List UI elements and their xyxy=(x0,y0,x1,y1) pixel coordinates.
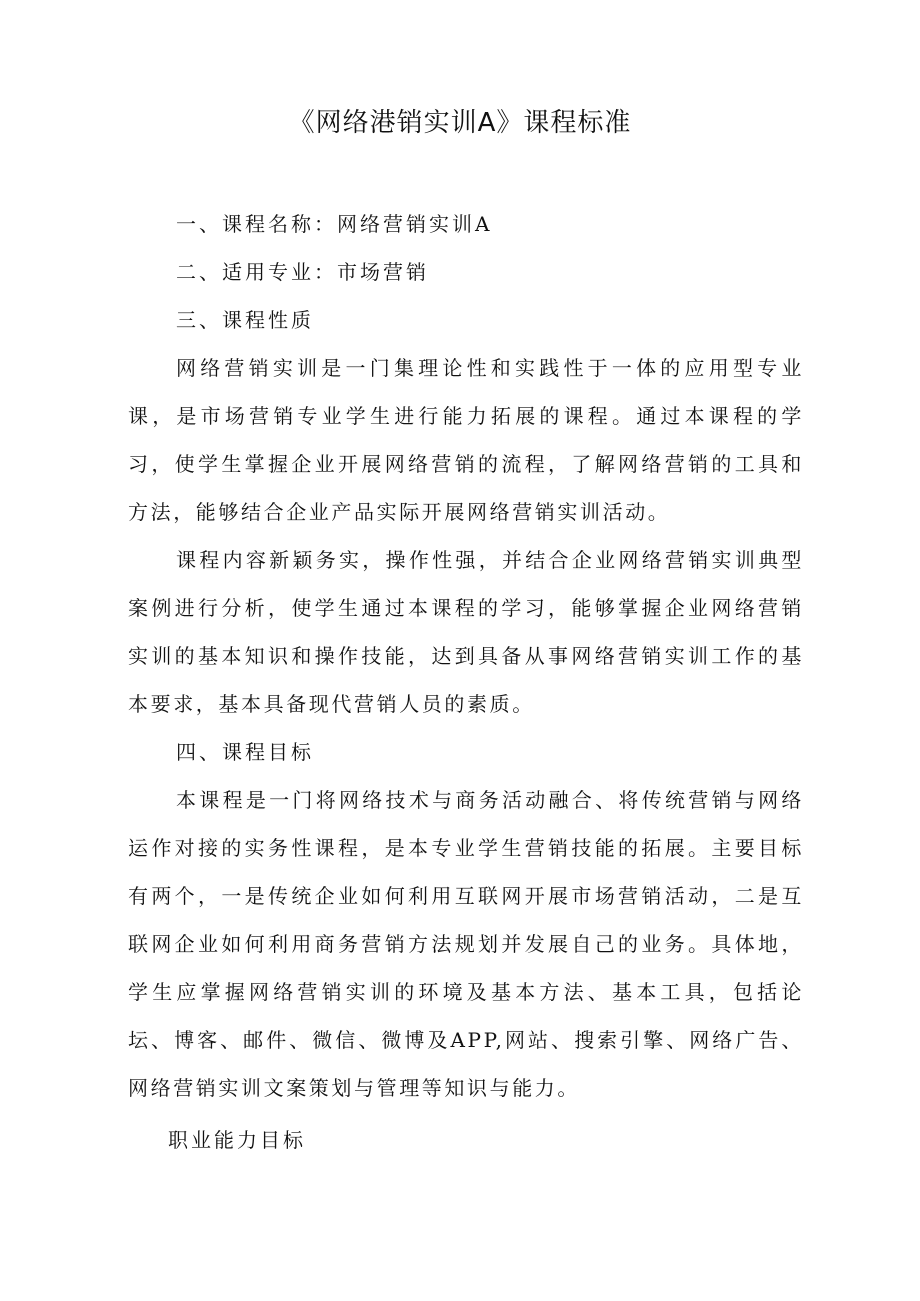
course-nature-heading: 三、课程性质 xyxy=(176,308,314,332)
course-nature-paragraph-1: 网络营销实训是一门集理论性和实践性于一体的应用型专业课，是市场营销专业学生进行能力拓展的课程。通过本课程的学习，使学生掌握企业开展网络营销的流程，了解网络营销的工具和方法，能够结合企业产品实际开展网络营销实训活动。 xyxy=(128,356,804,524)
vocational-ability-heading: 职业能力目标 xyxy=(168,1128,306,1152)
course-name-line: 一、课程名称：网络营销实训A xyxy=(176,212,493,236)
document-title: 《网络港销实训A》课程标准 xyxy=(288,108,632,138)
applicable-major-line: 二、适用专业：市场营销 xyxy=(176,260,429,284)
course-goal-heading: 四、课程目标 xyxy=(176,740,314,764)
document-body xyxy=(128,200,804,1164)
course-nature-paragraph-2: 课程内容新颖务实，操作性强，并结合企业网络营销实训典型案例进行分析，使学生通过本课程的学习，能够掌握企业网络营销实训的基本知识和操作技能，达到具备从事网络营销实训工作的基本要求，基本具备现代营销人员的素质。 xyxy=(128,548,804,716)
course-goal-paragraph: 本课程是一门将网络技术与商务活动融合、将传统营销与网络运作对接的实务性课程，是本专业学生营销技能的拓展。主要目标有两个，一是传统企业如何利用互联网开展市场营销活动，二是互联网企业如何利用商务营销方法规划并发展自己的业务。具体地，学生应掌握网络营销实训的环境及基本方法、基本工具，包括论坛、博客、邮件、微信、微博及APP,网站、搜索引擎、网络广告、网络营销实训文案策划与管理等知识与能力。 xyxy=(128,788,804,1100)
